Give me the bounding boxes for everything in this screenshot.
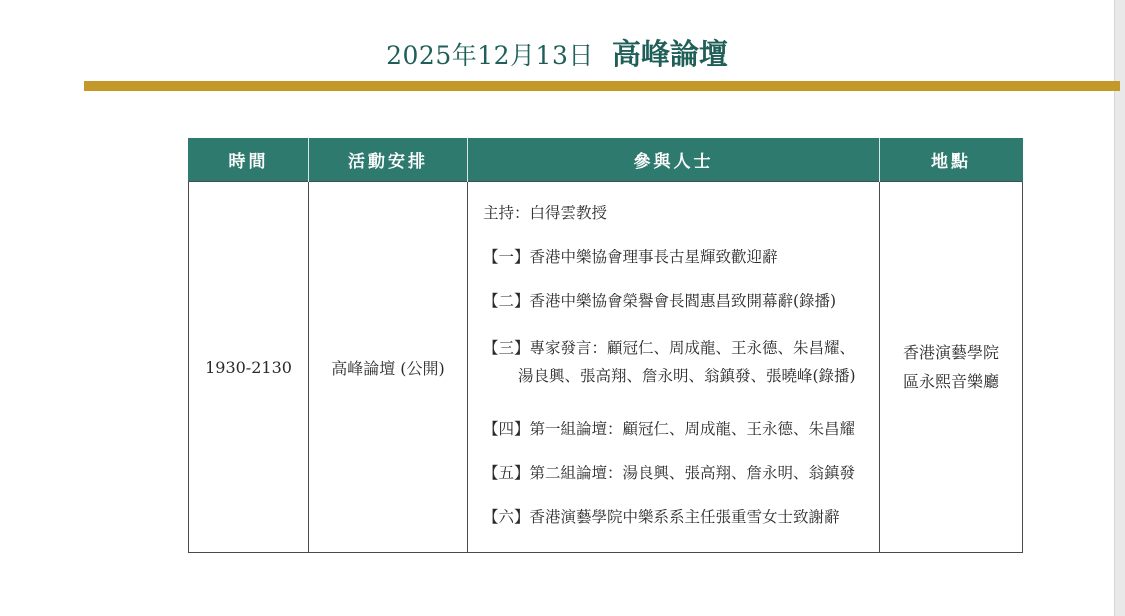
header-participants: 參與人士	[468, 138, 880, 182]
program-item-2: 【二】香港中樂協會榮譽會長閻惠昌致開幕辭(錄播)	[483, 292, 837, 310]
header-location: 地點	[880, 138, 1023, 182]
location-line-2: 區永熙音樂廳	[902, 372, 999, 391]
cell-activity: 高峰論壇 (公開)	[309, 182, 468, 553]
cell-participants	[468, 182, 880, 553]
page-edge-strip	[1114, 0, 1125, 616]
cell-location	[880, 182, 1023, 553]
program-item-6: 【六】香港演藝學院中樂系系主任張重雪女士致謝辭	[483, 508, 840, 526]
cell-time: 1930-2130	[189, 182, 309, 553]
program-item-4: 【四】第一組論壇：顧冠仁、周成龍、王永德、朱昌耀	[483, 420, 856, 438]
program-item-3-line-1: 【三】專家發言：顧冠仁、周成龍、王永德、朱昌耀、	[483, 339, 856, 357]
table-row	[189, 182, 1023, 553]
program-item-1: 【一】香港中樂協會理事長古星輝致歡迎辭	[483, 248, 778, 266]
host-line: 主持：白得雲教授	[483, 204, 608, 222]
location-line-1: 香港演藝學院	[902, 343, 999, 362]
program-item-5: 【五】第二組論壇：湯良興、張高翔、詹永明、翁鎮發	[483, 464, 856, 482]
table-header-row	[189, 138, 1023, 182]
program-item-3-line-2: 湯良興、張高翔、詹永明、翁鎮發、張曉峰(錄播)	[518, 367, 856, 385]
event-name: 高峰論壇	[611, 37, 728, 71]
page-title	[0, 34, 1114, 79]
event-date: 2025年12月13日	[386, 41, 594, 70]
header-time: 時間	[189, 138, 309, 182]
schedule-table	[188, 138, 1023, 553]
title-underline-bar	[84, 81, 1120, 91]
header-activity: 活動安排	[309, 138, 468, 182]
program-item-3	[483, 334, 879, 390]
